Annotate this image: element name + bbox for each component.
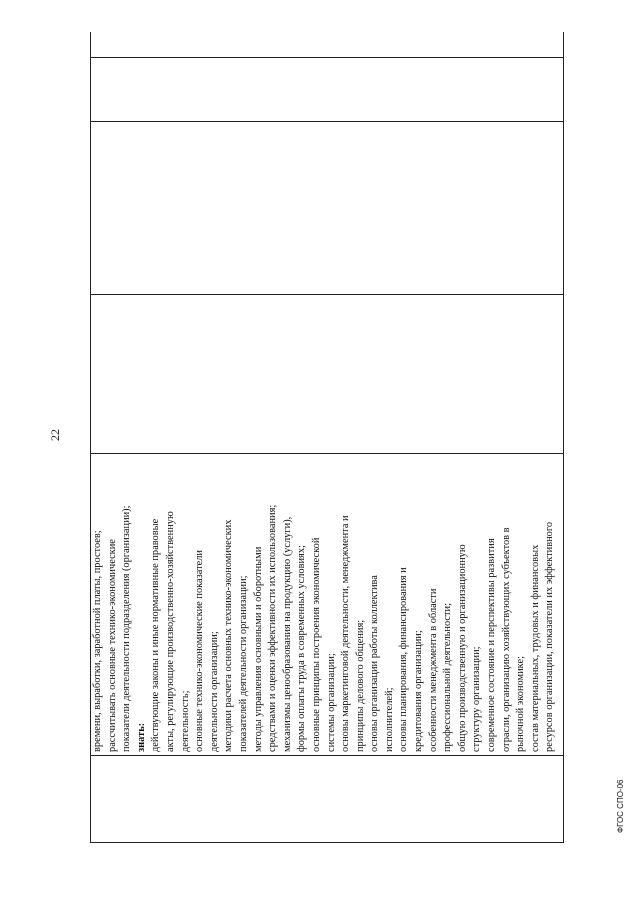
text-line: отрасли, организацию хозяйствующих субъектов в (500, 527, 512, 752)
text-line: основы маркетинговой деятельности, менеджмента и (340, 515, 352, 752)
text-line: деятельности организации; (208, 631, 220, 752)
table-cell-content (91, 454, 564, 756)
table-cell-empty (91, 32, 564, 58)
text-line: средствами и оценки эффективности их использования; (267, 504, 279, 752)
landscape-content (90, 32, 564, 843)
text-line: показателей деятельности организации; (237, 575, 249, 752)
text-line: ресурсов организации, показатели их эффективного (544, 521, 556, 752)
text-line: принципы делового общения; (354, 619, 366, 752)
footer-label: ФГОС СПО-06 (616, 779, 625, 833)
text-line: кредитования организации; (413, 630, 425, 752)
table-cell-empty (91, 295, 564, 454)
text-line: знать: (135, 722, 147, 752)
table-cell-empty (91, 122, 564, 295)
text-line: времени, выработки, заработной платы, простоев; (92, 530, 103, 752)
text-line: исполнителей; (383, 687, 395, 752)
text-line: формы оплаты труда в современных условиях; (296, 545, 308, 752)
text-line: основы планирования, финансирования и (398, 567, 410, 752)
text-line: профессиональной деятельности; (442, 602, 454, 752)
table-cell-empty (91, 756, 564, 843)
text-line: рыночной экономике; (515, 656, 527, 752)
text-line: структуру организации; (471, 646, 483, 752)
text-line: действующие законы и иные нормативные правовые (150, 518, 162, 752)
text-line: методики расчета основных технико-экономических (223, 519, 235, 752)
knowledge-text (91, 454, 558, 755)
text-line: методы управления основными и оборотными (252, 546, 264, 752)
text-line: системы организации; (325, 653, 337, 752)
text-line: акты, регулирующие производственно-хозяйственную (164, 511, 176, 752)
competency-table (90, 32, 564, 843)
rotated-page (90, 32, 564, 843)
text-line: деятельность; (179, 690, 191, 752)
text-line: рассчитывать основные технико-экономические (106, 539, 118, 752)
text-line: особенности менеджмента в области (427, 588, 439, 752)
table-row (91, 32, 564, 843)
table-cell-empty (91, 58, 564, 122)
text-line: показатели деятельности подразделения (организации); (121, 505, 133, 752)
text-line: основные принципы построения экономической (310, 537, 322, 752)
text-line: механизмы ценообразования на продукцию (услуги), (281, 516, 293, 752)
text-line: основы организации работы коллектива (369, 575, 381, 752)
text-line: состав материальных, трудовых и финансовых (529, 544, 541, 752)
text-line: современное состояние и перспективы развития (486, 538, 498, 752)
text-line: основные технико-экономические показатели (194, 550, 206, 752)
text-line: общую производственную и организационную (456, 544, 468, 752)
page-number: 22 (48, 429, 62, 441)
